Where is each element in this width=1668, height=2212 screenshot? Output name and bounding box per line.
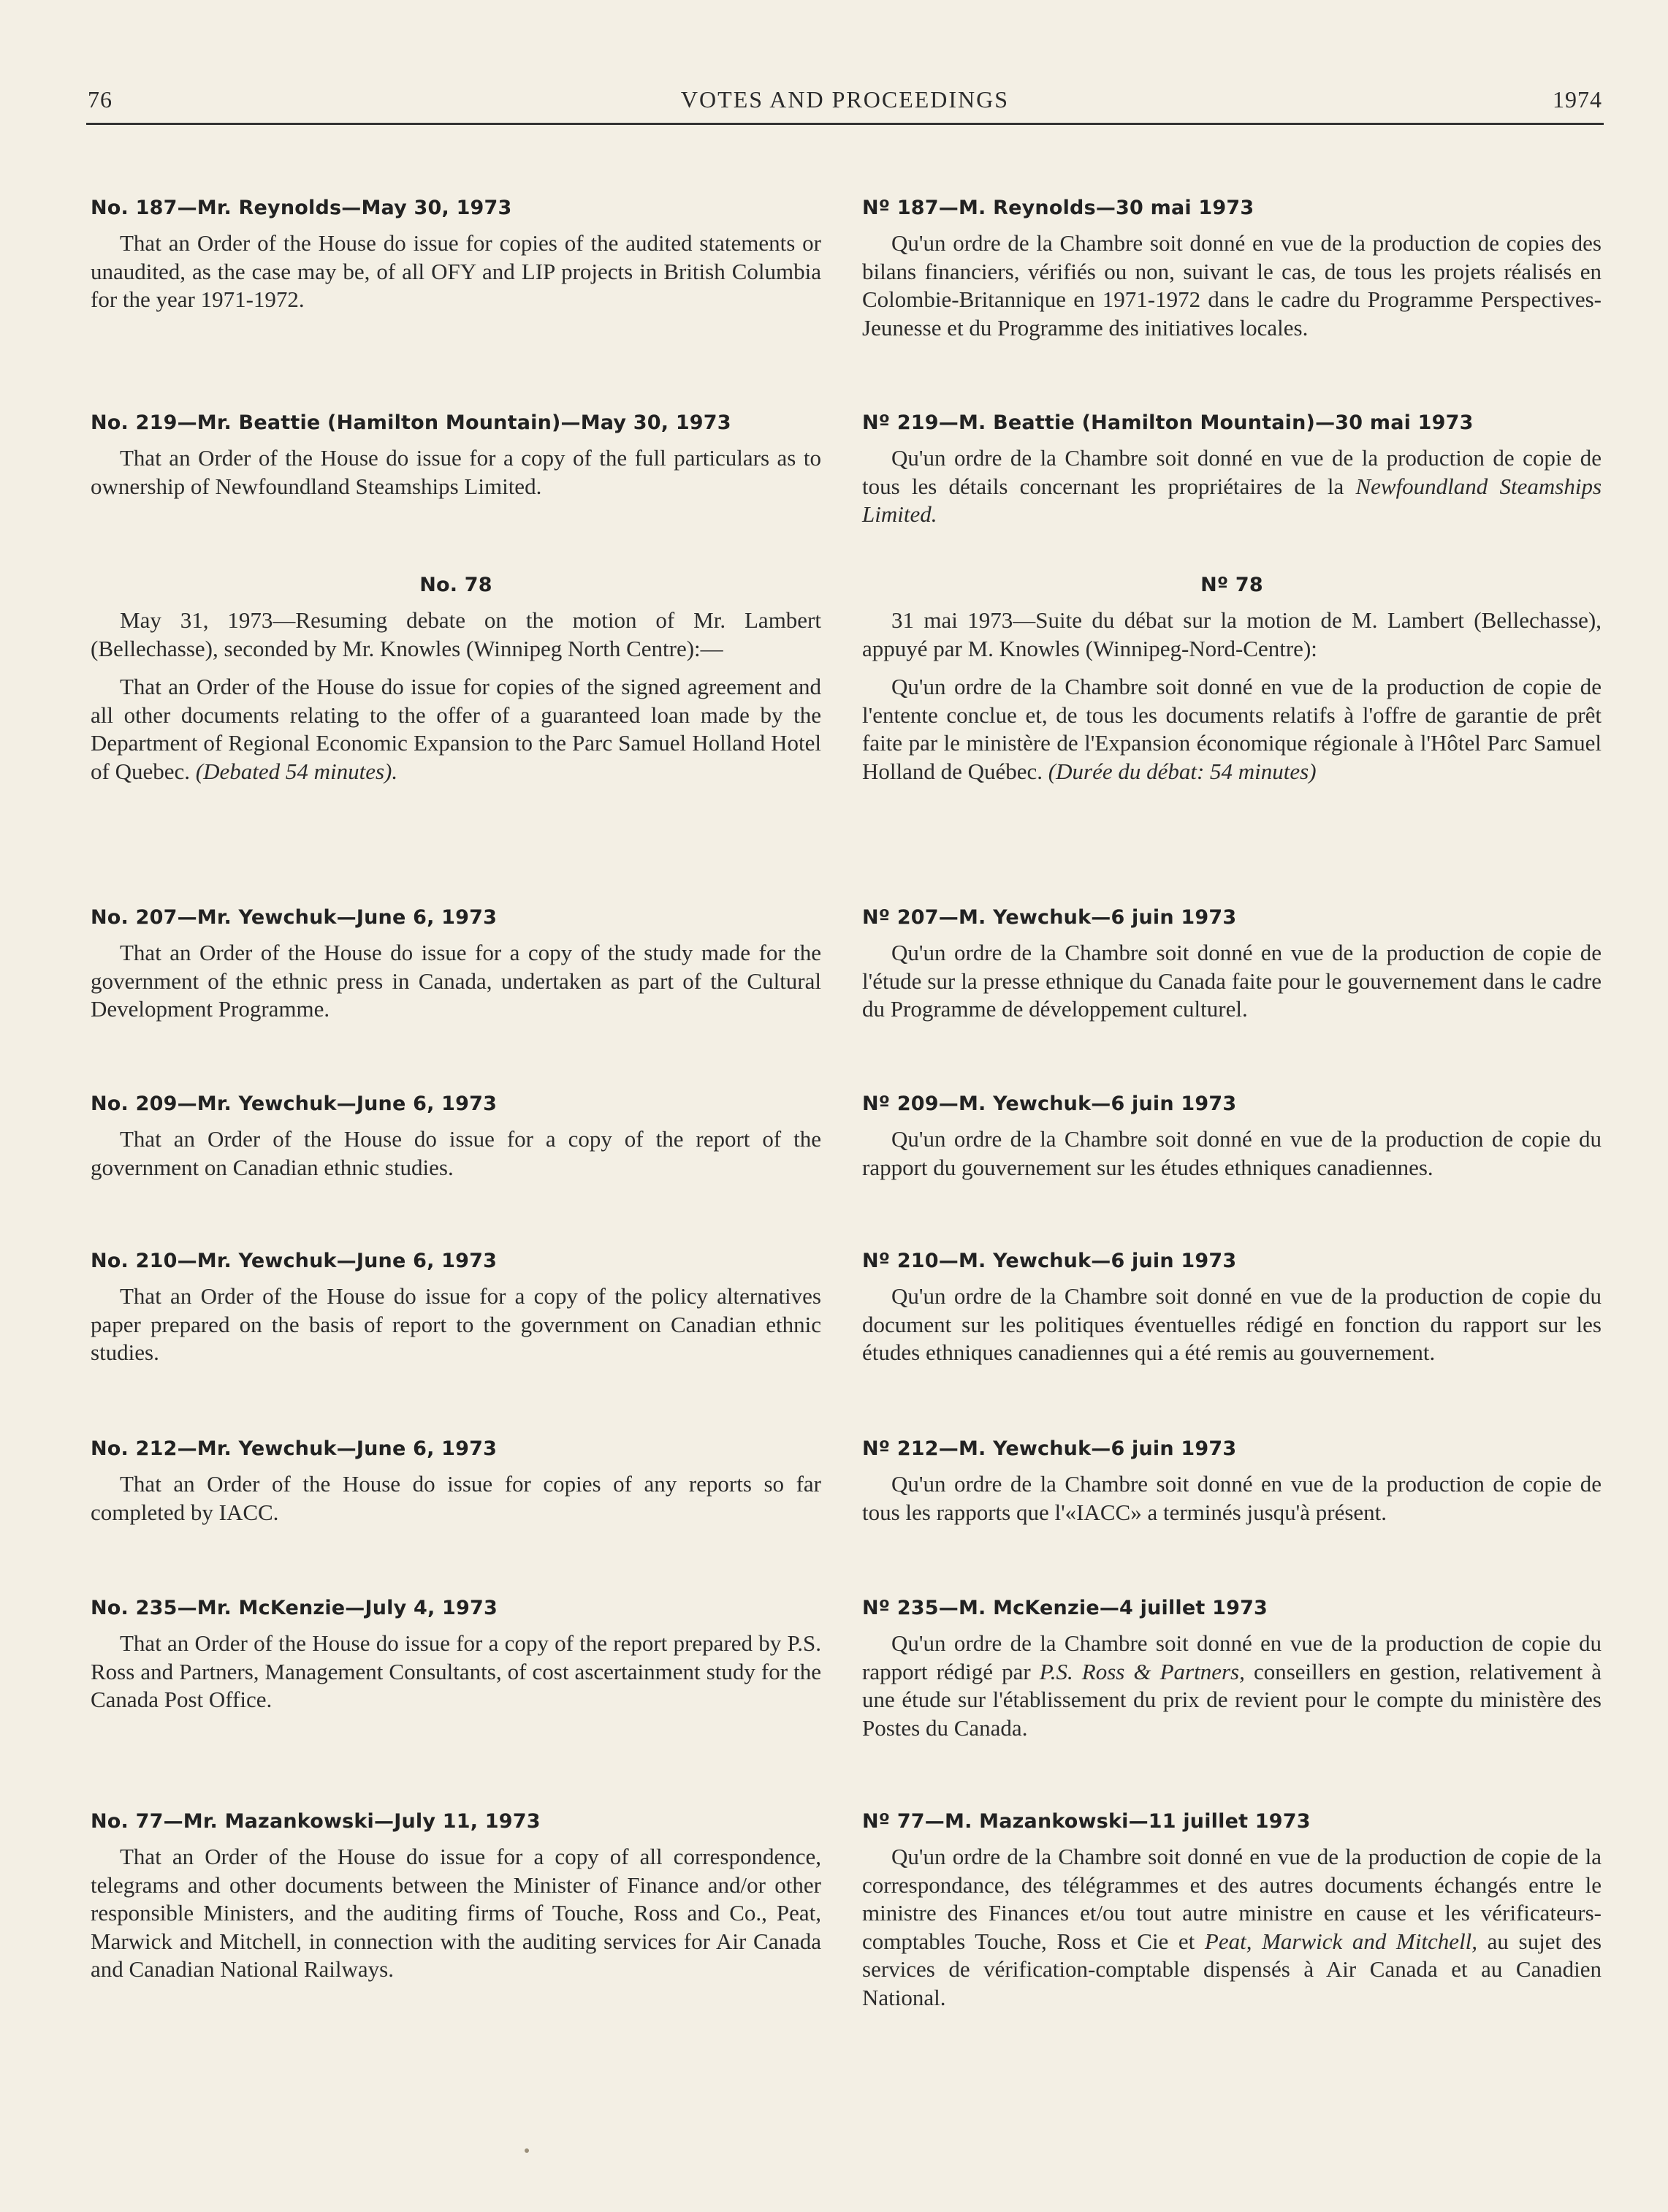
entry-heading: Nº 77—M. Mazankowski—11 juillet 1973: [862, 1810, 1311, 1833]
entry-187-en: [91, 197, 821, 314]
entry-heading: Nº 209—M. Yewchuk—6 juin 1973: [862, 1092, 1237, 1115]
entry-235-fr: [862, 1597, 1602, 1742]
entry-heading: Nº 212—M. Yewchuk—6 juin 1973: [862, 1437, 1237, 1460]
entry-77-en: [91, 1810, 821, 1984]
entry-219-fr: [862, 411, 1602, 529]
header-year: 1974: [1553, 86, 1602, 113]
entry-209-fr: [862, 1092, 1602, 1182]
entry-heading: Nº 78: [1200, 574, 1263, 596]
entry-heading: No. 77—Mr. Mazankowski—July 11, 1973: [91, 1810, 541, 1833]
entry-heading: No. 219—Mr. Beattie (Hamilton Mountain)—May 30, 1973: [91, 411, 731, 434]
entry-text: That an Order of the House do issue for copies of the audited statements or unaudited, as the case may be, of all OFY and LIP projects in British Columbia for the year 1971-1972.: [91, 230, 821, 312]
entry-heading: No. 210—Mr. Yewchuk—June 6, 1973: [91, 1250, 498, 1272]
entry-text: Qu'un ordre de la Chambre soit donné en vue de la production de copie du rapport du gouvernement sur les études ethniques canadiennes.: [862, 1126, 1602, 1180]
entry-heading: No. 207—Mr. Yewchuk—June 6, 1973: [91, 906, 498, 929]
entry-text: That an Order of the House do issue for a copy of the report prepared by P.S. Ross and Partners, Management Consultants, of cost ascertainment study for the Canada Post Office.: [91, 1630, 821, 1712]
entry-heading: Nº 187—M. Reynolds—30 mai 1973: [862, 197, 1254, 219]
entry-77-fr: [862, 1810, 1602, 2012]
entry-207-fr: [862, 906, 1602, 1024]
entry-heading: No. 235—Mr. McKenzie—July 4, 1973: [91, 1597, 498, 1619]
entry-text: That an Order of the House do issue for a copy of the study made for the government of the ethnic press in Canada, undertaken as part of the Cultural Development Programme.: [91, 940, 821, 1022]
entry-210-fr: [862, 1250, 1602, 1367]
entry-212-en: [91, 1437, 821, 1527]
entry-text: 31 mai 1973—Suite du débat sur la motion de M. Lambert (Bellechasse), appuyé par M. Knowles (Winnipeg-Nord-Centre):: [862, 607, 1602, 661]
entry-text: Qu'un ordre de la Chambre soit donné en vue de la production de copie de tous les rapports que l'«IACC» a terminés jusqu'à présent.: [862, 1471, 1602, 1525]
entry-text: That an Order of the House do issue for copies of any reports so far completed by IACC.: [91, 1471, 821, 1525]
entry-heading: No. 78: [419, 574, 492, 596]
entry-text: That an Order of the House do issue for copies of the signed agreement and all other documents relating to the offer of a guaranteed loan made by the Department of Regional Economic Expansion to the Parc Samuel Holland Hotel of Quebec. (Debated 54 minutes).: [91, 674, 821, 784]
entry-text: Qu'un ordre de la Chambre soit donné en vue de la production de copie de la correspondance, des télégrammes et des autres documents échangés entre le ministre des Finances et/ou tout autre ministre en cause et les vérificateurs-comptables Touche, Ross et Cie et Peat, Marwick and Mitchell, au sujet des services de vérification-comptable dispensés à Air Canada et au Canadien National.: [862, 1844, 1602, 2010]
entry-210-en: [91, 1250, 821, 1367]
entry-text: Qu'un ordre de la Chambre soit donné en vue de la production de copies des bilans financiers, vérifiés ou non, suivant le cas, de tous les projets réalisés en Colombie-Britannique en 1971-1972 dans le cadre du Programme Perspectives-Jeunesse et du Programme des initiatives locales.: [862, 230, 1602, 341]
entry-heading: Nº 219—M. Beattie (Hamilton Mountain)—30 mai 1973: [862, 411, 1474, 434]
page-speck: [525, 2148, 529, 2153]
entry-207-en: [91, 906, 821, 1024]
entry-212-fr: [862, 1437, 1602, 1527]
entry-text: Qu'un ordre de la Chambre soit donné en vue de la production de copie du rapport rédigé par P.S. Ross & Partners, conseillers en gestion, relativement à une étude sur l'établissement du prix de revient pour le compte du ministère des Postes du Canada.: [862, 1630, 1602, 1741]
entry-187-fr: [862, 197, 1602, 342]
entry-219-en: [91, 411, 821, 501]
entry-text: That an Order of the House do issue for a copy of the report of the government on Canadian ethnic studies.: [91, 1126, 821, 1180]
entry-text: That an Order of the House do issue for a copy of the policy alternatives paper prepared on the basis of report to the government on Canadian ethnic studies.: [91, 1283, 821, 1365]
entry-heading: No. 209—Mr. Yewchuk—June 6, 1973: [91, 1092, 498, 1115]
entry-text: May 31, 1973—Resuming debate on the motion of Mr. Lambert (Bellechasse), seconded by Mr. Knowles (Winnipeg North Centre):—: [91, 607, 821, 661]
entry-heading: No. 212—Mr. Yewchuk—June 6, 1973: [91, 1437, 498, 1460]
page-header: [86, 85, 1604, 125]
entry-text: Qu'un ordre de la Chambre soit donné en vue de la production de copie de l'entente conclue et, de tous les documents relatifs à l'offre de garantie de prêt faite par le ministère de l'Expansion économique régionale à l'Hôtel Parc Samuel Holland de Québec. (Durée du débat: 54 minutes): [862, 674, 1602, 784]
entry-text: That an Order of the House do issue for a copy of all correspondence, telegrams and other documents between the Minister of Finance and/or other responsible Ministers, and the auditing firms of Touche, Ross and Co., Peat, Marwick and Mitchell, in connection with the auditing services for Air Canada and Canadian National Railways.: [91, 1844, 821, 1982]
entry-text: That an Order of the House do issue for a copy of the full particulars as to ownership of Newfoundland Steamships Limited.: [91, 445, 821, 499]
entry-heading: Nº 210—M. Yewchuk—6 juin 1973: [862, 1250, 1237, 1272]
entry-heading: No. 187—Mr. Reynolds—May 30, 1973: [91, 197, 512, 219]
entry-78-en: [91, 574, 821, 786]
entry-heading: Nº 235—M. McKenzie—4 juillet 1973: [862, 1597, 1268, 1619]
page-number: 76: [88, 86, 113, 113]
entry-78-fr: [862, 574, 1602, 786]
entry-209-en: [91, 1092, 821, 1182]
entry-text: Qu'un ordre de la Chambre soit donné en vue de la production de copie de l'étude sur la presse ethnique du Canada faite pour le gouvernement dans le cadre du Programme de développement culturel.: [862, 940, 1602, 1022]
entry-text: Qu'un ordre de la Chambre soit donné en vue de la production de copie du document sur les politiques éventuelles rédigé en fonction du rapport sur les études ethniques canadiennes qui a été remis au gouvernement.: [862, 1283, 1602, 1365]
running-title: VOTES AND PROCEEDINGS: [680, 86, 1010, 113]
entry-235-en: [91, 1597, 821, 1714]
entry-text: Qu'un ordre de la Chambre soit donné en vue de la production de copie de tous les détails concernant les propriétaires de la Newfoundland Steamships Limited.: [862, 445, 1602, 527]
entry-heading: Nº 207—M. Yewchuk—6 juin 1973: [862, 906, 1237, 929]
